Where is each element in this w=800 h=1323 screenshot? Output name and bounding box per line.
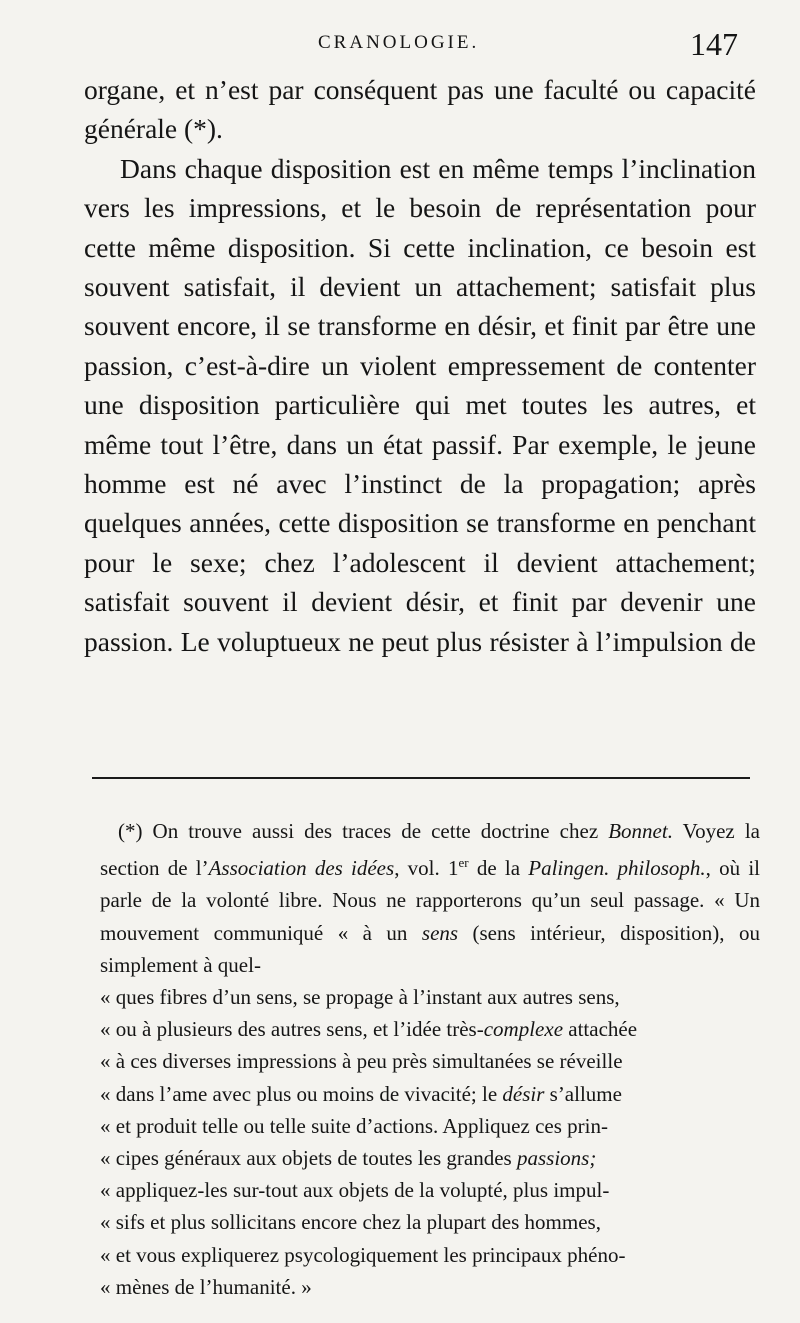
paragraph-continued: organe, et n’est par conséquent pas une faculté ou capacité générale (*). xyxy=(84,74,756,145)
paragraph-disposition: Dans chaque disposition est en même temps l’inclination vers les impressions, et le besoin de représentation pour cette même disposition. Si cette inclination, ce besoin est souvent satisfait, il devient un attachement; satisfait plus souvent encore, il se transforme en désir, et finit par être une passion, c’est-à-dire un violent empressement de contenter une disposition particulière qui met toutes les autres, et même tout l’être, dans un état passif. Par exemple, le jeune homme est né avec l’instinct de la propagation; après quelques années, cette disposition se transforme en penchant pour le sexe; chez l’adolescent il devient attachement; satisfait souvent il devient désir, et finit par devenir une passion. Le voluptueux ne peut plus résister à l’impulsion de xyxy=(84,152,756,657)
quote-line: « cipes généraux aux objets de toutes les grandes passions; xyxy=(100,1146,597,1171)
quote-line: « ques fibres d’un sens, se propage à l’instant aux autres sens, xyxy=(100,985,620,1010)
footnote-intro: (*) On trouve aussi des traces de cette doctrine chez Bonnet. Voyez la section de l’Association des idées, vol. 1er de la Palingen. philosoph., où il parle de la volonté libre. Nous ne rapporterons qu’un seul passage. « Un mouvement communiqué « à un sens (sens intérieur, disposition), ou simplement à quel- xyxy=(100,819,761,977)
footnote-rule xyxy=(92,777,750,779)
main-text xyxy=(84,70,756,661)
quote-line: « mènes de l’humanité. » xyxy=(100,1274,312,1299)
quote-line: « dans l’ame avec plus ou moins de vivacité; le désir s’allume xyxy=(100,1081,622,1106)
running-head xyxy=(0,26,800,66)
running-title: CRANOLOGIE. xyxy=(318,32,480,53)
quote-line: « ou à plusieurs des autres sens, et l’idée très-complexe attachée xyxy=(100,1017,638,1042)
quote-line: « et vous expliquerez psycologiquement les principaux phéno- xyxy=(100,1242,626,1267)
quote-line: « appliquez-les sur-tout aux objets de la volupté, plus impul- xyxy=(100,1178,610,1203)
quote-line: « et produit telle ou telle suite d’actions. Appliquez ces prin- xyxy=(100,1113,608,1138)
quote-line: « sifs et plus sollicitans encore chez la plupart des hommes, xyxy=(100,1210,601,1235)
footnote xyxy=(100,815,760,1303)
page-number: 147 xyxy=(690,26,738,62)
quote-line: « à ces diverses impressions à peu près simultanées se réveille xyxy=(100,1049,623,1074)
